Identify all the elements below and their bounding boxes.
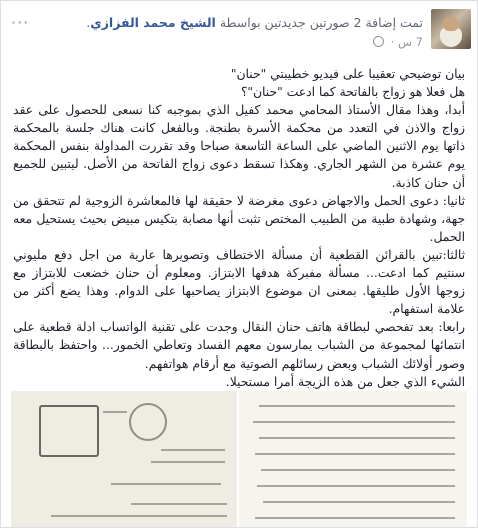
document-line <box>255 453 455 455</box>
document-line <box>255 517 455 519</box>
post-time[interactable]: 7 س <box>397 35 423 49</box>
document-line <box>257 485 455 487</box>
document-line <box>253 421 455 423</box>
round-seal-icon <box>129 403 167 441</box>
document-line <box>263 501 455 503</box>
court-stamp-icon <box>39 405 99 457</box>
document-line <box>161 449 225 451</box>
paragraph-first: أبدا، وهذا مقال الأستاذ المحامي محمد كفيل الذي بموجبه كنا نسعى للحصول على عقد زواج والاذن في التعدد من محكمة الأسرة بطنجة. وبالفعل كانت هناك جلسة بالمحكمة ذاتها يوم الاثنين الماضي على الساعة التاسعة صباحا وقد تقررت المداولة بنفس المحكمة يوم عشرة من الشهر الجاري. وهكذا تسقط دعوى زواج الفاتحة من الأصل. ليتبين للجميع أن حنان كاذبة. <box>13 103 465 190</box>
paragraph-question: هل فعلا هو زواج بالفاتحة كما ادعت "حنان"؟ <box>240 85 465 100</box>
globe-icon[interactable] <box>373 36 384 47</box>
paragraph-conclusion: الشيء الذي جعل من هذه الزيجة أمرا مستحيلا. <box>225 374 465 389</box>
document-line <box>131 503 227 505</box>
post-body <box>13 65 465 391</box>
document-line <box>111 483 221 485</box>
paragraph-fourth: رابعا: بعد تفحصي لبطاقة هاتف حنان النقال وجدت على تقنية الواتساب ادلة قطعية على انتمائها لمجموعة من الشباب يمارسون معهم الفساد وتعاطي الخمور... واحتفظ بالبطاقة وصور أولائك الشباب وبعض رسائلهم الصوتية مع أرقام هواتفهم. <box>13 320 465 371</box>
photo-grid <box>11 391 467 527</box>
action-text: تمت إضافة 2 صورتين جديدتين بواسطة <box>219 15 423 30</box>
post-header <box>1 1 477 57</box>
handwriting-line <box>103 411 127 413</box>
meta-separator: · <box>390 35 395 49</box>
court-document-photo-left[interactable] <box>11 391 237 527</box>
avatar-face <box>443 17 459 31</box>
paragraph-title: بيان توضيحي تعقيبا على فيديو خطيبتي "حنان" <box>230 67 465 81</box>
author-name-link[interactable]: الشيخ محمد الفزازي <box>90 15 216 30</box>
post-options-icon[interactable]: ··· <box>11 13 30 32</box>
document-line <box>259 437 455 439</box>
paragraph-third: ثالثا:تبين بالقرائن القطعية أن مسألة الاختطاف وتصويرها عارية من اجل دفع مليوني سنتيم كما ادعت... مسألة مفبركة هدفها الابتزاز. ومعلوم أن حنان خضعت للابتزاز مع زوجها الأول طليقها. بمعنى ان موضوع الابتزاز يصاحبها على الدوام. وهذا يضع أكثر من علامة استفهام. <box>13 247 465 317</box>
court-document-photo-right[interactable] <box>239 391 467 527</box>
document-line <box>259 405 455 407</box>
paragraph-second: ثانيا: دعوى الحمل والاجهاض دعوى مغرضة لا حقيقة لها فالمعاشرة الزوجية لم تتحقق من جهة، وشهادة طبية من الطبيب المختص تثبت أنها مصابة بتكيس مبيض بحيث يستحيل معه الحمل. <box>13 193 465 244</box>
author-avatar[interactable] <box>431 9 471 49</box>
document-line <box>151 461 225 463</box>
document-line <box>51 515 227 517</box>
document-line <box>261 469 455 471</box>
post-meta <box>370 35 423 49</box>
post-header-line: تمت إضافة 2 صورتين جديدتين بواسطة الشيخ محمد الفزازي. <box>86 15 423 30</box>
